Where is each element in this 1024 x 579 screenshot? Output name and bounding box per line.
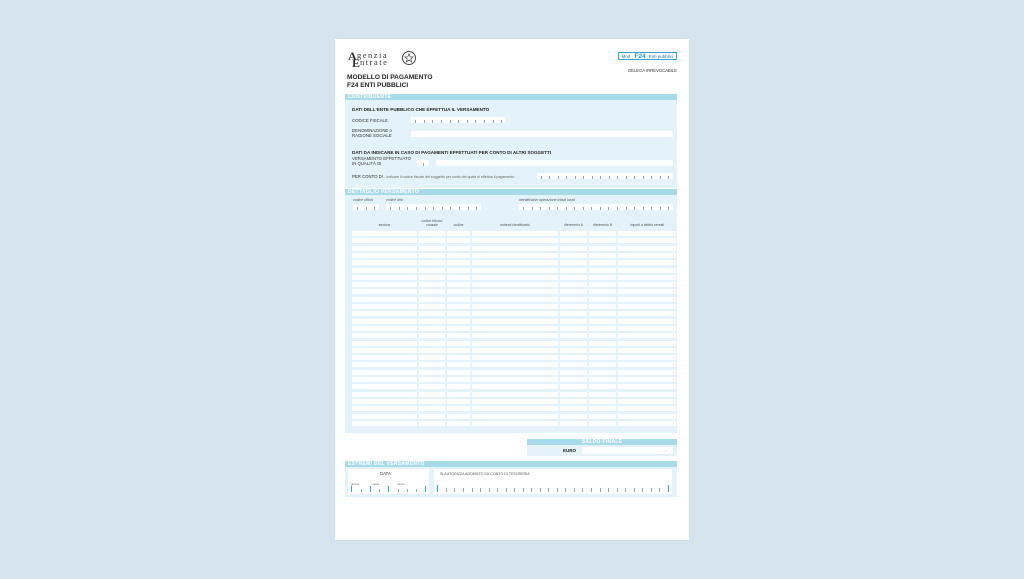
detail-rows: [345, 231, 677, 431]
table-cell[interactable]: [472, 355, 558, 360]
table-cell[interactable]: [419, 355, 445, 360]
table-row: [345, 406, 677, 412]
table-cell[interactable]: [352, 355, 417, 360]
table-cell[interactable]: [560, 311, 587, 316]
table-cell[interactable]: [589, 268, 616, 273]
table-cell[interactable]: [589, 399, 616, 404]
table-row: [345, 392, 677, 398]
table-cell[interactable]: [352, 260, 417, 265]
table-cell[interactable]: [472, 268, 558, 273]
table-cell[interactable]: ,: [618, 260, 676, 265]
table-cell[interactable]: ,: [618, 406, 676, 411]
table-cell[interactable]: [419, 406, 445, 411]
table-cell[interactable]: [589, 362, 616, 367]
table-cell[interactable]: [472, 246, 558, 251]
table-cell[interactable]: [589, 355, 616, 360]
table-cell[interactable]: [447, 355, 470, 360]
table-row: [345, 268, 677, 274]
table-cell[interactable]: [472, 311, 558, 316]
table-cell[interactable]: [560, 333, 587, 338]
table-cell[interactable]: [472, 260, 558, 265]
model-code: F24: [634, 52, 646, 60]
table-cell[interactable]: [560, 231, 587, 236]
table-cell[interactable]: [419, 319, 445, 324]
table-cell[interactable]: [589, 297, 616, 302]
table-cell[interactable]: [419, 333, 445, 338]
anno-label: anno: [398, 482, 405, 486]
table-row: [345, 304, 677, 310]
table-cell[interactable]: [589, 414, 616, 419]
table-cell[interactable]: [352, 384, 417, 389]
table-cell[interactable]: [419, 392, 445, 397]
table-cell[interactable]: [352, 297, 417, 302]
giorno-label: giorno: [351, 482, 360, 486]
form-title: [347, 74, 432, 89]
table-cell[interactable]: [352, 238, 417, 243]
table-cell[interactable]: [419, 297, 445, 302]
table-cell[interactable]: [472, 370, 558, 375]
estremi-panel: [345, 467, 677, 497]
table-cell[interactable]: [472, 297, 558, 302]
table-cell[interactable]: ,: [618, 399, 676, 404]
table-cell[interactable]: [560, 348, 587, 353]
table-cell[interactable]: [589, 289, 616, 294]
table-cell[interactable]: [472, 377, 558, 382]
table-cell[interactable]: [447, 326, 470, 331]
logo-line-1: genzia: [357, 50, 389, 60]
table-row: [345, 260, 677, 266]
table-cell[interactable]: [472, 304, 558, 309]
table-cell[interactable]: [447, 282, 470, 287]
table-cell[interactable]: [472, 319, 558, 324]
table-cell[interactable]: [419, 282, 445, 287]
dettaglio-panel: [345, 195, 677, 433]
table-cell[interactable]: [447, 333, 470, 338]
table-cell[interactable]: [419, 384, 445, 389]
qualita-description-field[interactable]: [436, 160, 673, 166]
agenzia-entrate-logo: [348, 49, 416, 70]
codice-ufficio-field[interactable]: [353, 204, 379, 210]
table-cell[interactable]: [447, 297, 470, 302]
model-prefix: Mod.: [621, 53, 632, 59]
table-cell[interactable]: [419, 275, 445, 280]
f24-form-sheet: [335, 39, 689, 540]
table-cell[interactable]: ,: [618, 355, 676, 360]
table-cell[interactable]: [472, 341, 558, 346]
qualita-code-field[interactable]: [417, 160, 429, 166]
model-badge: [618, 52, 677, 60]
table-cell[interactable]: [472, 421, 558, 426]
table-cell[interactable]: [560, 341, 587, 346]
per-conto-label: [352, 175, 514, 180]
table-cell[interactable]: [447, 392, 470, 397]
table-cell[interactable]: [447, 319, 470, 324]
table-cell[interactable]: [589, 311, 616, 316]
table-cell[interactable]: [560, 355, 587, 360]
table-cell[interactable]: [560, 377, 587, 382]
table-cell[interactable]: [447, 370, 470, 375]
denominazione-line-1: DENOMINAZIONE o: [352, 128, 392, 133]
per-conto-field[interactable]: [537, 173, 673, 179]
identificativo-field[interactable]: [519, 204, 673, 210]
table-cell[interactable]: ,: [618, 319, 676, 324]
table-row: [345, 238, 677, 244]
table-cell[interactable]: [589, 246, 616, 251]
model-suffix: Enti pubblici: [648, 53, 673, 59]
table-row: [345, 282, 677, 288]
table-cell[interactable]: [560, 414, 587, 419]
table-cell[interactable]: ,: [618, 348, 676, 353]
table-cell[interactable]: [419, 348, 445, 353]
table-cell[interactable]: [447, 421, 470, 426]
table-cell[interactable]: [352, 399, 417, 404]
table-cell[interactable]: [472, 392, 558, 397]
table-cell[interactable]: [419, 341, 445, 346]
table-row: [345, 319, 677, 325]
table-cell[interactable]: [560, 260, 587, 265]
table-cell[interactable]: ,: [618, 231, 676, 236]
table-cell[interactable]: ,: [618, 392, 676, 397]
table-cell[interactable]: [472, 399, 558, 404]
table-cell[interactable]: [447, 231, 470, 236]
data-box[interactable]: [348, 469, 429, 494]
table-cell[interactable]: [560, 319, 587, 324]
table-cell[interactable]: [560, 370, 587, 375]
table-cell[interactable]: [472, 289, 558, 294]
table-cell[interactable]: [589, 231, 616, 236]
table-cell[interactable]: [589, 326, 616, 331]
dettaglio-band-label: DETTAGLIO VERSAMENTO: [348, 189, 420, 195]
table-cell[interactable]: [447, 268, 470, 273]
per-conto-text: PER CONTO DI: [352, 174, 383, 179]
table-cell[interactable]: ,: [618, 297, 676, 302]
table-cell[interactable]: [352, 406, 417, 411]
table-cell[interactable]: [472, 326, 558, 331]
table-cell[interactable]: [419, 311, 445, 316]
table-cell[interactable]: [419, 370, 445, 375]
table-cell[interactable]: [352, 377, 417, 382]
table-cell[interactable]: [419, 421, 445, 426]
codice-fiscale-field[interactable]: [411, 117, 506, 123]
table-cell[interactable]: [589, 341, 616, 346]
table-row: [345, 377, 677, 383]
table-row: [345, 341, 677, 347]
logo-line-2: ntrate: [360, 57, 389, 67]
codice-fiscale-label: CODICE FISCALE: [352, 118, 388, 123]
table-cell[interactable]: [472, 362, 558, 367]
autorizzo-box[interactable]: [434, 469, 672, 494]
table-cell[interactable]: [589, 319, 616, 324]
table-cell[interactable]: ,: [618, 421, 676, 426]
autorizzo-label: SI AUTORIZZA ADDEBITO SU CONTO DI TESORERIA: [440, 472, 530, 476]
table-cell[interactable]: [589, 253, 616, 258]
table-cell[interactable]: [447, 384, 470, 389]
table-cell[interactable]: ,: [618, 282, 676, 287]
table-cell[interactable]: [560, 275, 587, 280]
table-cell[interactable]: [419, 253, 445, 258]
table-cell[interactable]: [560, 238, 587, 243]
table-row: [345, 333, 677, 339]
table-cell[interactable]: [472, 348, 558, 353]
table-cell[interactable]: [560, 392, 587, 397]
table-cell[interactable]: [447, 253, 470, 258]
col-codice-tributo: codice tributo/ causale: [421, 219, 443, 227]
table-cell[interactable]: [560, 289, 587, 294]
table-cell[interactable]: ,: [618, 341, 676, 346]
table-row: [345, 311, 677, 317]
iban-ticks: [437, 485, 669, 492]
table-cell[interactable]: [352, 392, 417, 397]
table-cell[interactable]: ,: [618, 384, 676, 389]
table-cell[interactable]: [447, 260, 470, 265]
col-codice: codice: [453, 223, 464, 227]
table-cell[interactable]: [560, 384, 587, 389]
table-row: [345, 414, 677, 420]
altri-soggetti-title: DATI DA INDICARE IN CASO DI PAGAMENTI EFFETTUATI PER CONTO DI ALTRI SOGGETTI: [352, 150, 552, 155]
codice-atto-field[interactable]: [386, 204, 481, 210]
table-cell[interactable]: [589, 333, 616, 338]
table-cell[interactable]: [560, 304, 587, 309]
table-cell[interactable]: [589, 370, 616, 375]
table-cell[interactable]: [352, 275, 417, 280]
table-cell[interactable]: [589, 392, 616, 397]
table-cell[interactable]: [472, 384, 558, 389]
table-cell[interactable]: [352, 421, 417, 426]
table-cell[interactable]: [589, 377, 616, 382]
denominazione-line-2: RAGIONE SOCIALE: [352, 132, 392, 138]
table-cell[interactable]: [589, 406, 616, 411]
table-cell[interactable]: [447, 289, 470, 294]
table-cell[interactable]: ,: [618, 377, 676, 382]
table-cell[interactable]: [589, 238, 616, 243]
table-cell[interactable]: [419, 377, 445, 382]
table-cell[interactable]: [472, 253, 558, 258]
table-cell[interactable]: [419, 238, 445, 243]
table-cell[interactable]: [447, 304, 470, 309]
table-cell[interactable]: [560, 406, 587, 411]
table-cell[interactable]: ,: [618, 289, 676, 294]
contribuente-panel: [345, 100, 677, 188]
table-cell[interactable]: ,: [618, 253, 676, 258]
table-cell[interactable]: [560, 326, 587, 331]
col-estremi: estremi identificativi: [500, 223, 530, 227]
table-cell[interactable]: [352, 253, 417, 258]
title-line-2: F24 ENTI PUBBLICI: [347, 81, 409, 89]
table-cell[interactable]: [352, 326, 417, 331]
table-cell[interactable]: [560, 297, 587, 302]
table-cell[interactable]: [560, 282, 587, 287]
table-row: [345, 326, 677, 332]
versamento-line-1: VERSAMENTO EFFETTUATO: [352, 156, 411, 161]
table-cell[interactable]: [560, 362, 587, 367]
table-row: [345, 370, 677, 376]
table-row: [345, 362, 677, 368]
table-row: [345, 297, 677, 303]
table-cell[interactable]: [560, 421, 587, 426]
table-cell[interactable]: [352, 414, 417, 419]
title-line-1: MODELLO DI PAGAMENTO: [347, 74, 433, 81]
table-cell[interactable]: [352, 362, 417, 367]
table-row: [345, 421, 677, 427]
col-riferimento-a: riferimento A: [563, 223, 584, 227]
table-cell[interactable]: [419, 231, 445, 236]
table-cell[interactable]: [352, 333, 417, 338]
table-cell[interactable]: [589, 282, 616, 287]
table-row: [345, 253, 677, 259]
table-cell[interactable]: [419, 260, 445, 265]
table-cell[interactable]: [447, 275, 470, 280]
table-cell[interactable]: [472, 406, 558, 411]
table-cell[interactable]: [447, 377, 470, 382]
table-cell[interactable]: [472, 282, 558, 287]
table-cell[interactable]: [472, 275, 558, 280]
table-cell[interactable]: [589, 421, 616, 426]
col-sezione: sezione: [378, 223, 391, 227]
delega-irrevocabile: DELEGA IRREVOCABILE: [628, 68, 677, 73]
table-cell[interactable]: [447, 238, 470, 243]
table-cell[interactable]: [352, 282, 417, 287]
table-cell[interactable]: [352, 304, 417, 309]
logo-cap-a: A: [348, 49, 357, 63]
codice-atto-label: codice atto: [386, 198, 403, 202]
versamento-label: [352, 157, 411, 167]
denominazione-label: [352, 129, 392, 139]
table-cell[interactable]: [472, 414, 558, 419]
table-row: [345, 231, 677, 237]
data-label: DATA: [380, 471, 391, 476]
table-row: [345, 289, 677, 295]
table-cell[interactable]: [419, 246, 445, 251]
table-cell[interactable]: [589, 348, 616, 353]
table-cell[interactable]: [447, 246, 470, 251]
estremi-band-label: ESTREMI DEL VERSAMENTO: [348, 461, 425, 467]
table-cell[interactable]: ,: [618, 275, 676, 280]
identificativo-label: identificativo operazione tributi locali: [519, 198, 576, 202]
table-cell[interactable]: [352, 231, 417, 236]
table-cell[interactable]: [447, 311, 470, 316]
table-cell[interactable]: [352, 289, 417, 294]
table-row: [345, 384, 677, 390]
table-cell[interactable]: [589, 304, 616, 309]
col-riferimento-b: riferimento B: [592, 223, 613, 227]
saldo-euro-field[interactable]: , ·: [582, 447, 673, 454]
table-cell[interactable]: [352, 268, 417, 273]
table-row: [345, 399, 677, 405]
table-cell[interactable]: [560, 399, 587, 404]
table-cell[interactable]: [419, 289, 445, 294]
data-ticks: [351, 486, 426, 492]
table-cell[interactable]: [419, 326, 445, 331]
table-cell[interactable]: ,: [618, 370, 676, 375]
saldo-band-label: SALDO FINALE: [581, 439, 623, 445]
mese-label: mese: [372, 482, 380, 486]
table-cell[interactable]: [589, 275, 616, 280]
table-cell[interactable]: [447, 362, 470, 367]
table-row: [345, 348, 677, 354]
table-cell[interactable]: ,: [618, 304, 676, 309]
table-cell[interactable]: ,: [618, 238, 676, 243]
table-cell[interactable]: [589, 384, 616, 389]
table-cell[interactable]: ,: [618, 326, 676, 331]
table-row: [345, 355, 677, 361]
table-cell[interactable]: [560, 246, 587, 251]
table-cell[interactable]: [560, 268, 587, 273]
republic-emblem-icon: [402, 51, 416, 65]
table-cell[interactable]: [352, 348, 417, 353]
table-cell[interactable]: ,: [618, 268, 676, 273]
table-cell[interactable]: [472, 238, 558, 243]
table-cell[interactable]: ,: [618, 246, 676, 251]
table-cell[interactable]: ,: [618, 333, 676, 338]
saldo-euro-label: EURO: [563, 448, 577, 453]
table-cell[interactable]: [352, 246, 417, 251]
table-cell[interactable]: [447, 414, 470, 419]
table-cell[interactable]: [352, 370, 417, 375]
table-cell[interactable]: [352, 311, 417, 316]
table-cell[interactable]: [472, 333, 558, 338]
denominazione-field[interactable]: [411, 131, 673, 137]
col-importi: importi a debito versati: [629, 223, 665, 227]
table-cell[interactable]: ,: [618, 414, 676, 419]
codice-ufficio-label: codice ufficio: [353, 198, 374, 202]
table-cell[interactable]: [447, 341, 470, 346]
saldo-panel: [527, 445, 677, 456]
table-cell[interactable]: ,: [618, 311, 676, 316]
table-row: [345, 275, 677, 281]
contribuente-band-label: CONTRIBUENTE: [348, 94, 392, 100]
table-cell[interactable]: [447, 406, 470, 411]
table-cell[interactable]: [447, 399, 470, 404]
table-cell[interactable]: [419, 399, 445, 404]
table-cell[interactable]: [419, 304, 445, 309]
table-row: [345, 246, 677, 252]
table-cell[interactable]: [447, 348, 470, 353]
ente-section-title: DATI DELL'ENTE PUBBLICO CHE EFFETTUA IL VERSAMENTO: [352, 107, 490, 112]
table-cell[interactable]: [419, 268, 445, 273]
table-cell[interactable]: [589, 260, 616, 265]
table-cell[interactable]: [472, 231, 558, 236]
table-cell[interactable]: [352, 341, 417, 346]
table-cell[interactable]: [419, 362, 445, 367]
table-cell[interactable]: [419, 414, 445, 419]
table-cell[interactable]: ,: [618, 362, 676, 367]
table-cell[interactable]: [352, 319, 417, 324]
per-conto-note: - indicare il codice fiscale del soggetto per conto del quale si effettua il pagamento: [384, 175, 515, 179]
logo-cap-e: E: [352, 56, 361, 70]
versamento-line-2: IN QUALITÀ DI: [352, 160, 382, 166]
table-cell[interactable]: [560, 253, 587, 258]
